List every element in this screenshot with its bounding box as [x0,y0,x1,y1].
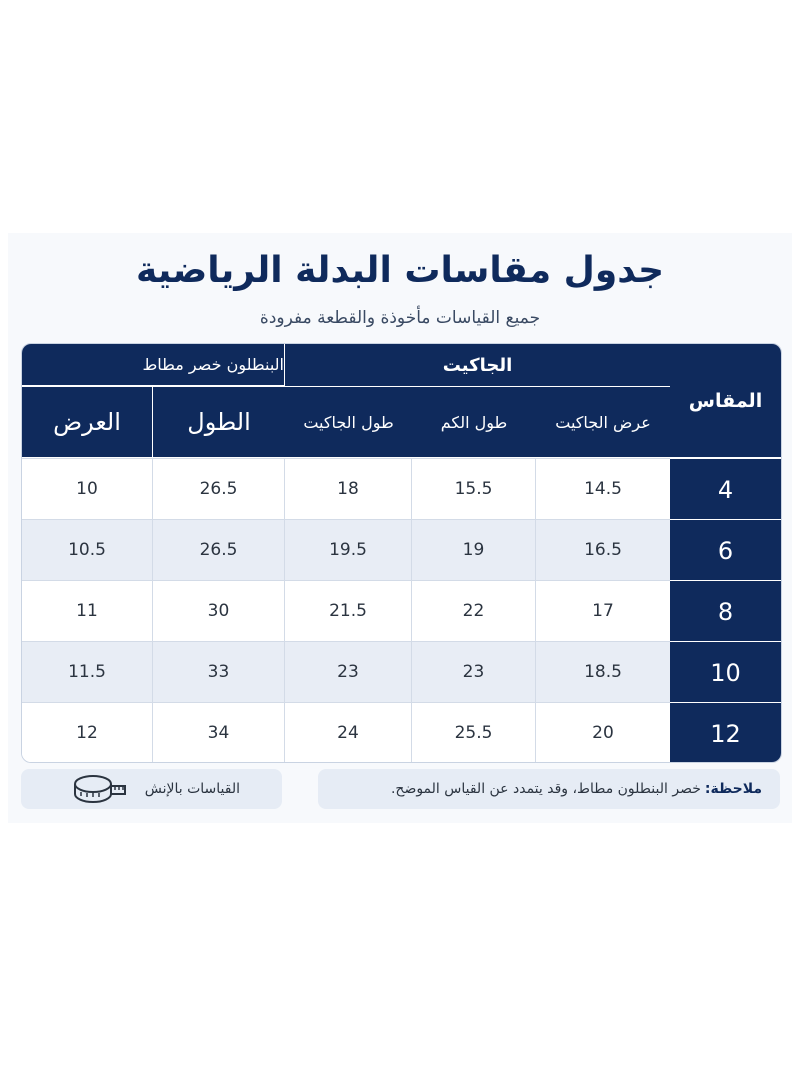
col-label: طول الجاكيت [303,412,394,432]
cell-sleeve-length: 25.5 [411,702,535,763]
size-cell: 12 [670,702,781,763]
col-label: عرض الجاكيت [555,412,651,432]
pants-group-label: البنطلون خصر مطاط [142,355,284,374]
cell-jacket-width: 17 [535,580,670,641]
cell-jacket-length: 18 [284,458,411,519]
cell-pants-length: 30 [152,580,284,641]
page-title: جدول مقاسات البدلة الرياضية [135,250,665,291]
col-label: طول الكم [440,412,508,432]
col-header-jacket-width [535,387,670,457]
elastic-waist-note [318,769,780,809]
col-header-pants-width [22,387,152,457]
units-text: القياسات بالإنش [144,781,240,797]
size-column-header [670,344,781,457]
cell-pants-length: 26.5 [152,519,284,580]
cell-pants-width: 11.5 [22,641,152,702]
jacket-group-header [284,344,670,387]
note-label: ملاحظة: [704,781,762,797]
size-table [21,343,782,763]
cell-jacket-length: 23 [284,641,411,702]
pants-group-header [22,344,284,386]
cell-jacket-length: 19.5 [284,519,411,580]
col-label: الطول [187,408,251,436]
cell-pants-length: 34 [152,702,284,763]
units-badge [21,769,282,809]
cell-sleeve-length: 23 [411,641,535,702]
size-cell: 4 [670,458,781,520]
size-header-label: المقاس [688,389,763,412]
cell-pants-width: 12 [22,702,152,763]
page-subtitle: جميع القياسات مأخوذة والقطعة مفرودة [259,308,541,328]
cell-jacket-width: 20 [535,702,670,763]
table-row [22,458,670,519]
size-cell: 10 [670,641,781,703]
cell-jacket-width: 16.5 [535,519,670,580]
cell-pants-width: 11 [22,580,152,641]
cell-pants-length: 26.5 [152,458,284,519]
cell-pants-length: 33 [152,641,284,702]
col-label: العرض [53,408,121,436]
col-header-sleeve-length [411,387,536,457]
size-cell: 8 [670,580,781,642]
cell-jacket-width: 18.5 [535,641,670,702]
cell-pants-width: 10.5 [22,519,152,580]
size-cell: 6 [670,519,781,581]
measuring-tape-icon [71,772,129,806]
table-row [22,580,670,641]
table-row [22,641,670,702]
col-header-jacket-length [284,387,412,457]
col-header-pants-length [152,387,285,457]
cell-jacket-width: 14.5 [535,458,670,519]
note-text: خصر البنطلون مطاط، وقد يتمدد عن القياس الموضح. [390,781,701,797]
cell-pants-width: 10 [22,458,152,519]
cell-sleeve-length: 22 [411,580,535,641]
cell-jacket-length: 24 [284,702,411,763]
cell-sleeve-length: 19 [411,519,535,580]
cell-sleeve-length: 15.5 [411,458,535,519]
table-row [22,702,670,763]
jacket-group-label: الجاكيت [442,354,513,376]
table-row [22,519,670,580]
cell-jacket-length: 21.5 [284,580,411,641]
